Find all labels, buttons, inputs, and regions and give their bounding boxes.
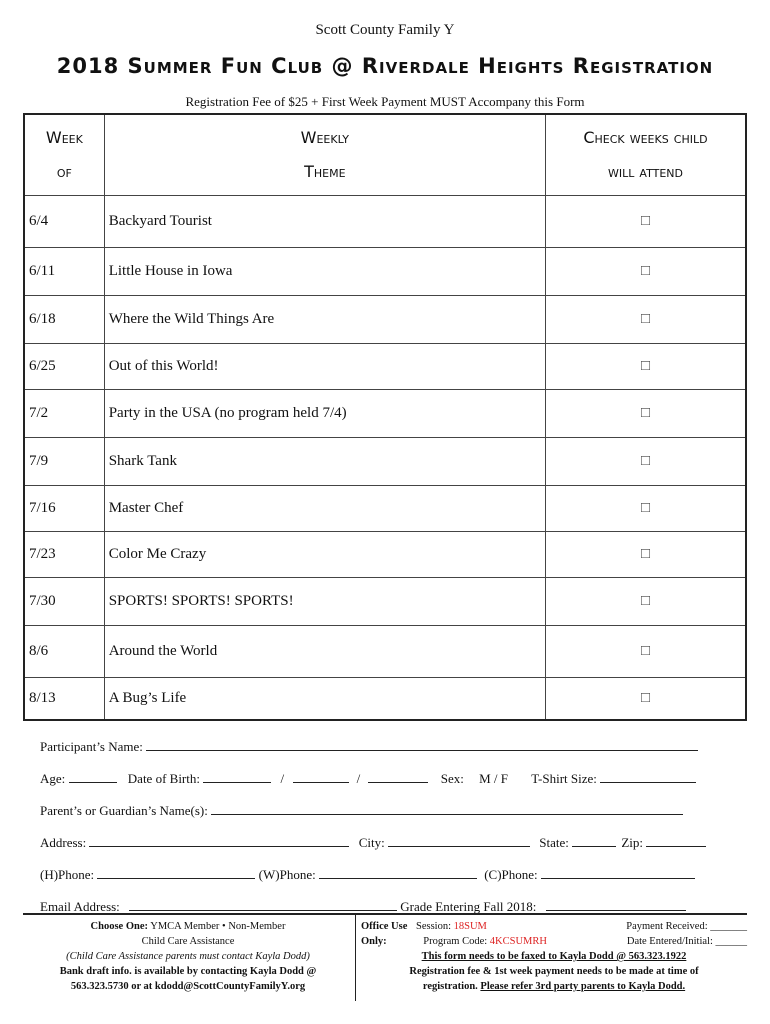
age-label: Age: [40, 771, 66, 786]
week-theme: Color Me Crazy [104, 532, 545, 578]
dob-slash-2: / [356, 771, 361, 786]
email-label: Email Address: [40, 899, 120, 914]
table-row [24, 248, 746, 296]
refer-note: Please refer 3rd party parents to Kayla Dodd. [480, 981, 686, 992]
zip-label: Zip: [621, 835, 644, 850]
theme-header-line2: Theme [304, 162, 346, 181]
attend-cell [545, 578, 746, 626]
attend-checkbox[interactable]: □ [640, 643, 650, 659]
attend-cell [545, 248, 746, 296]
week-date: 6/25 [24, 344, 104, 390]
attend-checkbox[interactable]: □ [640, 689, 650, 706]
week-theme: Master Chef [104, 486, 545, 532]
attend-checkbox[interactable]: □ [640, 311, 650, 327]
cell-phone-field[interactable] [541, 864, 695, 879]
tshirt-size-field[interactable] [600, 768, 696, 783]
age-field[interactable] [69, 768, 117, 783]
theme-header-line1: Weekly [300, 128, 349, 147]
phone-row [40, 864, 730, 883]
footer-section [23, 913, 747, 1001]
attend-checkbox[interactable]: □ [640, 593, 650, 609]
attend-cell [545, 438, 746, 486]
registration-word: registration. [422, 981, 478, 992]
participant-name-row [40, 736, 730, 755]
fee-note: Registration Fee of $25 + First Week Payment MUST Accompany this Form [185, 94, 585, 109]
home-phone-label: (H)Phone: [40, 867, 95, 882]
program-code-value: 4KCSUMRH [489, 936, 547, 947]
child-care-note: (Child Care Assistance parents must contact Kayla Dodd) [66, 951, 310, 962]
table-row [24, 196, 746, 248]
program-code-label: Program Code: [423, 936, 488, 947]
attend-checkbox[interactable]: □ [640, 405, 650, 421]
date-entered: Date Entered/Initial: ______ [626, 936, 747, 947]
state-label: State: [539, 835, 569, 850]
attend-cell [545, 678, 746, 720]
column-header-theme [104, 114, 545, 196]
child-care-option[interactable]: Child Care Assistance [141, 936, 235, 947]
dob-month-field[interactable] [203, 768, 271, 783]
attend-checkbox[interactable]: □ [640, 546, 650, 562]
address-row [40, 832, 730, 851]
attend-cell [545, 296, 746, 344]
table-row [24, 578, 746, 626]
fax-note: This form needs to be faxed to Kayla Dodd @ 563.323.1922 [421, 951, 687, 962]
bank-draft-line2: 563.323.5730 or at kdodd@ScottCountyFamilyY.org [70, 981, 306, 992]
weekly-theme-table [23, 113, 747, 721]
table-row [24, 532, 746, 578]
email-field[interactable] [129, 896, 397, 911]
attend-checkbox[interactable]: □ [640, 263, 650, 279]
week-theme: Little House in Iowa [104, 248, 545, 296]
week-date: 7/9 [24, 438, 104, 486]
attend-cell [545, 196, 746, 248]
check-header-line1: Check weeks child [583, 128, 708, 147]
choose-one-label: Choose One: [90, 921, 148, 932]
home-phone-field[interactable] [97, 864, 255, 879]
city-label: City: [358, 835, 385, 850]
week-date: 8/13 [24, 678, 104, 720]
participant-name-field[interactable] [146, 736, 698, 751]
office-use-panel [361, 919, 747, 994]
table-row [24, 296, 746, 344]
column-header-check [545, 114, 746, 196]
attend-cell [545, 486, 746, 532]
participant-name-label: Participant’s Name: [40, 739, 143, 754]
membership-panel [23, 919, 353, 994]
week-date: 6/18 [24, 296, 104, 344]
work-phone-label: (W)Phone: [258, 867, 316, 882]
week-date: 8/6 [24, 626, 104, 678]
attend-cell [545, 344, 746, 390]
week-date: 7/2 [24, 390, 104, 438]
footer-divider [355, 915, 356, 1001]
table-row [24, 678, 746, 720]
table-row [24, 344, 746, 390]
column-header-week [24, 114, 104, 196]
week-theme: Backyard Tourist [104, 196, 545, 248]
week-date: 7/23 [24, 532, 104, 578]
attend-cell [545, 390, 746, 438]
age-dob-row [40, 768, 730, 787]
week-theme: Party in the USA (no program held 7/4) [104, 390, 545, 438]
dob-label: Date of Birth: [127, 771, 200, 786]
organization-name: Scott County Family Y [315, 22, 455, 38]
address-label: Address: [40, 835, 87, 850]
form-title: 2018 Summer Fun Club @ Riverdale Heights Registration [56, 54, 714, 78]
week-date: 6/4 [24, 196, 104, 248]
cell-phone-label: (C)Phone: [484, 867, 538, 882]
attend-checkbox[interactable]: □ [640, 500, 650, 516]
sex-label: Sex: [440, 771, 464, 786]
attend-checkbox[interactable]: □ [640, 358, 650, 374]
session-value: 18SUM [453, 921, 487, 932]
week-theme: Where the Wild Things Are [104, 296, 545, 344]
week-theme: Shark Tank [104, 438, 545, 486]
grade-field[interactable] [546, 896, 686, 911]
week-header-line1: Week [45, 128, 83, 147]
week-date: 6/11 [24, 248, 104, 296]
guardian-name-field[interactable] [211, 800, 683, 815]
table-row [24, 438, 746, 486]
week-date: 7/30 [24, 578, 104, 626]
bullet-separator: • [222, 921, 226, 932]
week-theme: A Bug’s Life [104, 678, 545, 720]
table-row [24, 626, 746, 678]
only-label: Only: [361, 936, 387, 947]
bank-draft-line1: Bank draft info. is available by contacting Kayla Dodd @ [59, 966, 317, 977]
week-theme: Around the World [104, 626, 545, 678]
week-header-line2: of [56, 162, 72, 181]
non-member-option[interactable]: Non-Member [228, 921, 286, 932]
city-field[interactable] [388, 832, 530, 847]
attend-cell [545, 532, 746, 578]
dob-year-field[interactable] [368, 768, 428, 783]
tshirt-size-label: T-Shirt Size: [531, 771, 597, 786]
attend-checkbox[interactable]: □ [640, 213, 650, 229]
work-phone-field[interactable] [319, 864, 477, 879]
attend-cell [545, 626, 746, 678]
guardian-name-label: Parent’s or Guardian’s Name(s): [40, 803, 208, 818]
grade-label: Grade Entering Fall 2018: [400, 899, 537, 914]
dob-slash-1: / [280, 771, 285, 786]
registration-fee-note: Registration fee & 1st week payment needs to be made at time of [409, 966, 699, 977]
sex-options[interactable]: M / F [479, 771, 509, 786]
table-row [24, 390, 746, 438]
dob-day-field[interactable] [293, 768, 349, 783]
state-field[interactable] [572, 832, 616, 847]
check-header-line2: will attend [607, 162, 683, 181]
zip-field[interactable] [646, 832, 706, 847]
refer-note-line [361, 979, 747, 994]
office-use-label: Office Use [361, 921, 408, 932]
attend-checkbox[interactable]: □ [640, 453, 650, 469]
guardian-row [40, 800, 730, 819]
table-row [24, 486, 746, 532]
week-date: 7/16 [24, 486, 104, 532]
ymca-member-option[interactable]: YMCA Member [150, 921, 220, 932]
week-theme: SPORTS! SPORTS! SPORTS! [104, 578, 545, 626]
address-field[interactable] [89, 832, 349, 847]
payment-received: Payment Received: _______ [626, 921, 747, 932]
week-theme: Out of this World! [104, 344, 545, 390]
session-label: Session: [415, 921, 451, 932]
